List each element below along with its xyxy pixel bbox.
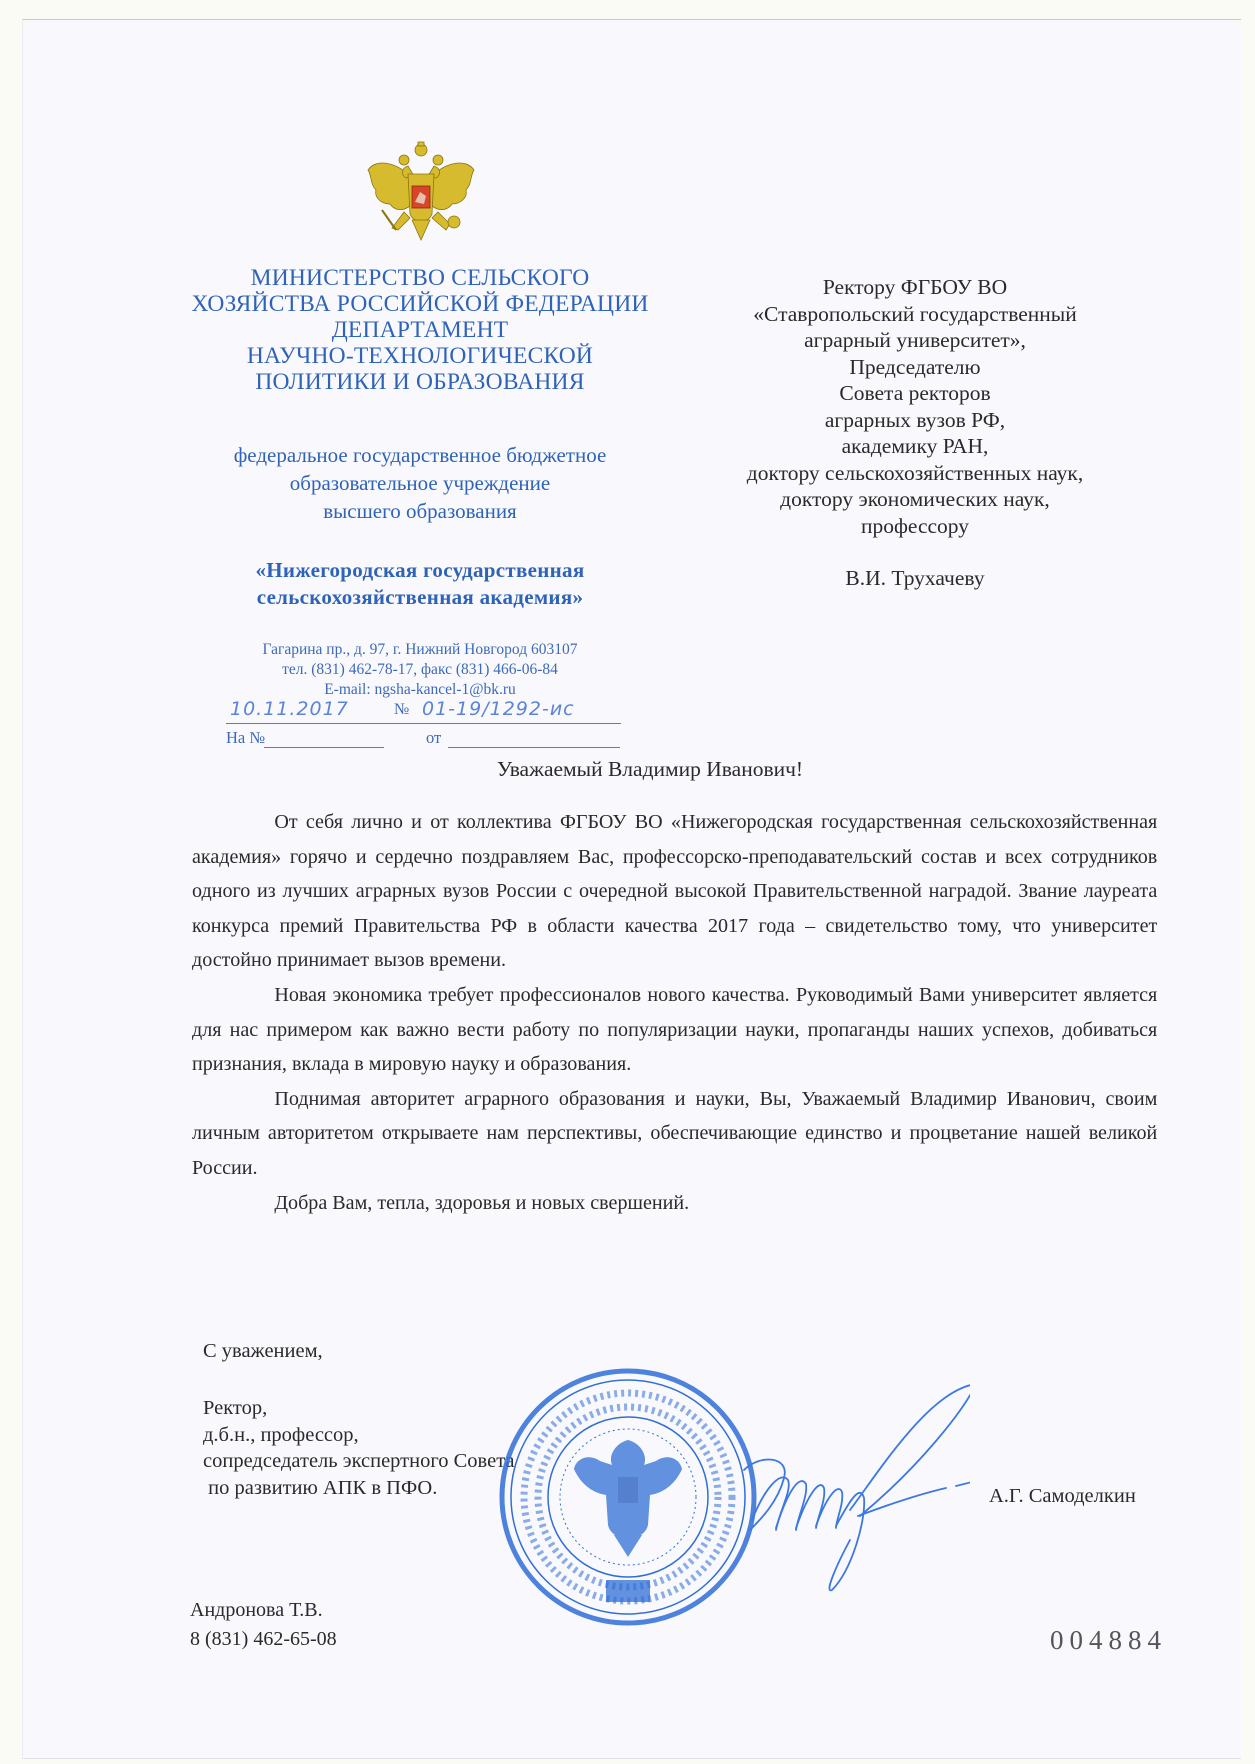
body-paragraph: Добра Вам, тепла, здоровья и новых свершений. xyxy=(274,1191,690,1214)
org-type-line: образовательное учреждение xyxy=(289,471,551,495)
signer-title-line: Ректор, xyxy=(203,1397,268,1419)
address-line: Гагарина пр., д. 97, г. Нижний Новгород 603107 xyxy=(262,641,578,658)
signer-name: А.Г. Самоделкин xyxy=(989,1485,1136,1507)
executor-phone: 8 (831) 462-65-08 xyxy=(190,1628,337,1650)
addressee-line: академику РАН, xyxy=(841,434,989,458)
registration-line xyxy=(226,698,621,724)
org-name-line: сельскохозяйственная академия» xyxy=(256,585,584,609)
body-paragraph: От себя лично и от коллектива ФГБОУ ВО «Нижегородская государственная сельскохозяйственная академия» горячо и сердечно поздравляем Вас, профессорско-преподавательский состав и всех сотрудников одного из лучших аграрных вузов России с очередной высокой Правительственной наградой. Звание лауреата конкурса премий Правительства РФ в области качества 2017 года – свидетельство тому, что университет достойно принимает вызов времени. xyxy=(192,811,1158,972)
org-name-line: «Нижегородская государственная xyxy=(255,558,585,582)
handwritten-signature-icon xyxy=(740,1370,970,1600)
organization-type xyxy=(150,441,690,525)
in-reply-line xyxy=(226,728,621,750)
addressee-line: «Ставропольский государственный xyxy=(753,301,1077,326)
org-type-line: высшего образования xyxy=(323,499,517,523)
addressee-line: Ректору ФГБОУ ВО xyxy=(822,275,1008,299)
body-paragraph: Новая экономика требует профессионалов нового качества. Руководимый Вами университет является для нас примером как важно вести работу по популяризации науки, пропаганды наших успехов, добиваться признания, вклада в мировую науку и образования. xyxy=(192,983,1158,1076)
salutation: Уважаемый Владимир Иванович! xyxy=(496,757,804,781)
ministry-line: ДЕПАРТАМЕНТ xyxy=(331,317,509,343)
body-paragraph: Поднимая авторитет аграрного образования и науки, Вы, Уважаемый Владимир Иванович, своим личным авторитетом открываете нам перспективы, обеспечивающие единство и процветание нашей великой России. xyxy=(192,1087,1158,1179)
executor-name: Андронова Т.В. xyxy=(190,1599,323,1621)
from-label: от xyxy=(426,728,442,747)
letter-body xyxy=(192,805,1157,1220)
official-seal-icon xyxy=(496,1365,761,1630)
email-line: E-mail: ngsha-kancel-1@bk.ru xyxy=(324,681,516,698)
addressee-name: В.И. Трухачеву xyxy=(845,566,985,590)
in-reply-label: На № xyxy=(226,728,266,747)
phone-fax-line: тел. (831) 462-78-17, факс (831) 466-06-84 xyxy=(282,661,558,678)
russian-coat-of-arms-icon xyxy=(362,140,480,248)
serial-number: 004884 xyxy=(1050,1625,1167,1655)
addressee-line: Председателю xyxy=(849,354,981,379)
organization-name xyxy=(150,557,690,611)
ministry-line: НАУЧНО-ТЕХНОЛОГИЧЕСКОЙ xyxy=(246,343,594,369)
registration-date: 10.11.2017 xyxy=(230,698,349,720)
ministry-title xyxy=(150,265,690,395)
registration-number: 01-19/1292-ис xyxy=(422,698,575,720)
ministry-line: МИНИСТЕРСТВО СЕЛЬСКОГО xyxy=(250,265,590,291)
registration-underline xyxy=(226,723,621,724)
in-reply-blank xyxy=(264,747,384,748)
from-blank xyxy=(448,747,620,748)
registration-number-label: № xyxy=(394,701,410,718)
signer-title-block xyxy=(203,1395,515,1501)
addressee-line: доктору экономических наук, xyxy=(780,487,1050,511)
addressee-line: доктору сельскохозяйственных наук, xyxy=(746,460,1084,485)
org-type-line: федеральное государственное бюджетное xyxy=(233,443,607,467)
organization-address xyxy=(200,640,640,700)
addressee-line: профессору xyxy=(860,513,970,538)
signer-title-line: д.б.н., профессор, xyxy=(203,1423,359,1446)
addressee-line: Совета ректоров xyxy=(839,381,991,405)
addressee-block xyxy=(690,274,1140,592)
executor-block xyxy=(190,1596,337,1654)
signer-title-line: по развитию АПК в ПФО. xyxy=(203,1476,438,1499)
addressee-line: аграрных вузов РФ, xyxy=(824,407,1006,432)
addressee-line: аграрный университет», xyxy=(804,328,1026,352)
ministry-line: ПОЛИТИКИ И ОБРАЗОВАНИЯ xyxy=(255,369,585,395)
signer-title-line: сопредседатель экспертного Совета xyxy=(203,1450,515,1472)
closing-regards: С уважением, xyxy=(203,1340,323,1362)
ministry-line: ХОЗЯЙСТВА РОССИЙСКОЙ ФЕДЕРАЦИИ xyxy=(191,291,649,317)
